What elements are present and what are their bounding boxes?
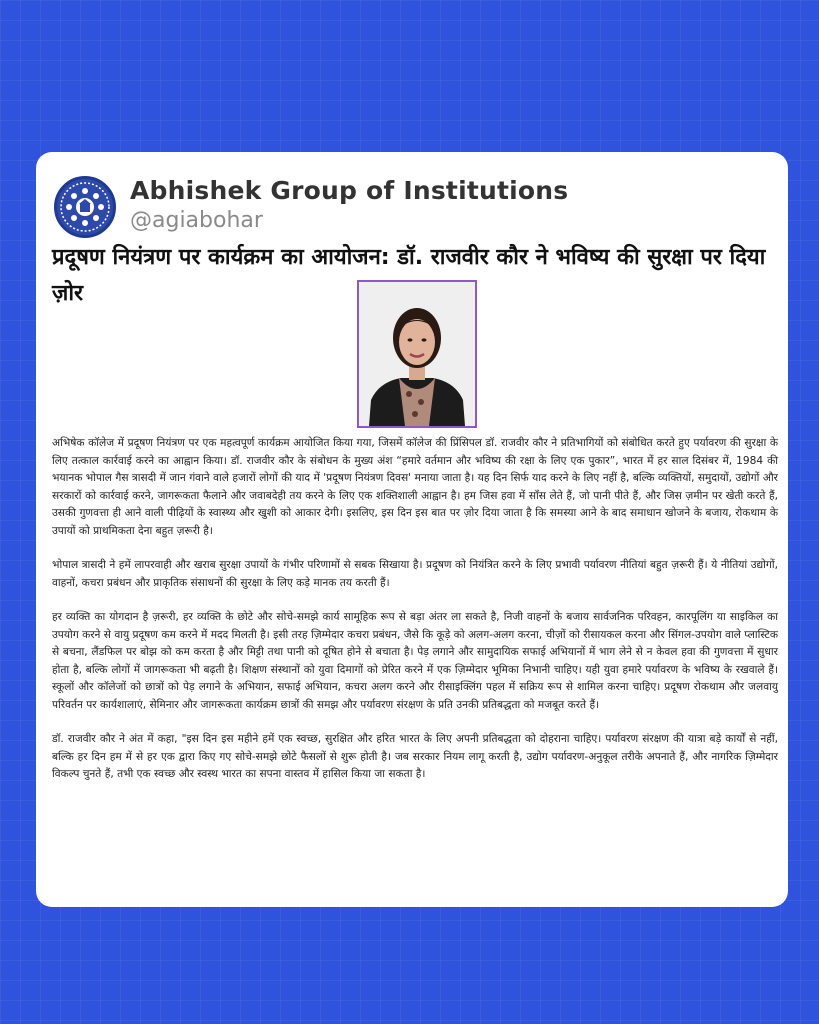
article-paragraph: हर व्यक्ति का योगदान है ज़रूरी, हर व्यक्ति के छोटे और सोचे-समझे कार्य सामूहिक रूप से बड़ा अंतर ला सकते है, निजी वाहनों के बजाय सार्वजनिक परिवहन, कारपूलिंग या साइकिल का उपयोग करने से वायु प्रदूषण कम करने में मदद मिलती है। इसी तरह ज़िम्मेदार कचरा प्रबंधन, जैसे कि कूड़े को अलग-अलग करना, चीज़ों को रीसायकल करना और सिंगल-उपयोग वाले प्लास्टिक से बचना, लैंडफिल पर बोझ को कम करता है और मिट्टी तथा पानी को दूषित होने से बचाता है। पेड़ लगाने और सामुदायिक सफाई अभियानों में भाग लेने से न केवल हवा की गुणवत्ता में सुधार होता है, बल्कि लोगों में जागरूकता भी बढ़ती है। शिक्षण संस्थानों को युवा दिमागों को प्रेरित करने में एक ज़िम्मेदार भूमिका निभानी चाहिए। यही युवा हमारे पर्यावरण के भविष्य के रखवाले हैं। स्कूलों और कॉलेजों को छात्रों को पेड़ लगाने के अभियान, सफाई अभियान, कचरा अलग करने और रीसाइक्लिंग पहल में सक्रिय रूप से शामिल करना चाहिए। प्रदूषण रोकथाम और जलवायु परिवर्तन पर कार्यशालाएं, सेमिनार और जागरूकता कार्यक्रम छात्रों की समझ और पर्यावरण संरक्षण के प्रति उनकी प्रतिबद्धता को मजबूत करते हैं। (52, 611, 778, 711)
article-paragraph: डॉ. राजवीर कौर ने अंत में कहा, "इस दिन इस महीने हमें एक स्वच्छ, सुरक्षित और हरित भारत के लिए अपनी प्रतिबद्धता को दोहराना चाहिए। पर्यावरण संरक्षण की यात्रा बड़े कार्यों से नहीं, बल्कि हर दिन हम में से हर एक द्वारा किए गए सोचे-समझे छोटे फैसलों से शुरू होती है। जब सरकार नियम लागू करती है, उद्योग पर्यावरण-अनुकूल तरीके अपनाते हैं, और नागरिक ज़िम्मेदार विकल्प चुनते हैं, तभी एक स्वच्छ और स्वस्थ भारत का सपना वास्तव में हासिल किया जा सकता है। (52, 733, 778, 780)
brand-name: Abhishek Group of Institutions (130, 176, 569, 205)
institution-seal-icon (57, 179, 113, 235)
account-handle[interactable]: @agiabohar (130, 208, 263, 233)
institution-logo-icon (54, 176, 116, 238)
article-paragraph: भोपाल त्रासदी ने हमें लापरवाही और खराब सुरक्षा उपायों के गंभीर परिणामों से सबक सिखाया है। प्रदूषण को नियंत्रित करने के लिए प्रभावी पर्यावरण नीतियां बहुत ज़रूरी हैं। ये नीतियां उद्योगों, वाहनों, कचरा प्रबंधन और प्राकृतिक संसाधनों की सुरक्षा के लिए कड़े मानक तय करती हैं। (52, 559, 778, 589)
article-body (52, 435, 778, 801)
portrait-photo (357, 280, 477, 428)
person-portrait-icon (359, 282, 475, 426)
article-headline: प्रदूषण नियंत्रण पर कार्यक्रम का आयोजन: डॉ. राजवीर कौर ने भविष्य की सुरक्षा पर दिया ज़ोर (52, 245, 766, 306)
article-paragraph: अभिषेक कॉलेज में प्रदूषण नियंत्रण पर एक महत्वपूर्ण कार्यक्रम आयोजित किया गया, जिसमें कॉलेज की प्रिंसिपल डॉ. राजवीर कौर ने प्रतिभागियों को संबोधित करते हुए पर्यावरण की सुरक्षा के लिए तत्काल कार्रवाई करने का आह्वान किया। डॉ. राजवीर कौर के संबोधन के मुख्य अंश “हमारे वर्तमान और भविष्य की रक्षा के लिए एक पुकार”, भारत में हर साल दिसंबर में, 1984 की भयानक भोपाल गैस त्रासदी में जान गंवाने वाले हजारों लोगों की याद में 'प्रदूषण नियंत्रण दिवस' मनाया जाता है। यह दिन सिर्फ याद करने के लिए नहीं है, बल्कि व्यक्तियों, समुदायों, उद्योगों और सरकारों को कार्रवाई करने, जागरूकता फैलाने और जवाबदेही तय करने के लिए एक शक्तिशाली आह्वान है। हम जिस हवा में साँस लेते हैं, जो पानी पीते हैं, और जिस ज़मीन पर खेती करते हैं, उसकी गुणवत्ता ही आने वाली पीढ़ियों के स्वास्थ्य और खुशी को आकार देगी। इसलिए, इस दिन इस बात पर ज़ोर दिया जाता है कि समस्या आने के बाद समाधान खोजने के बजाय, रोकथाम के उपायों को प्राथमिकता देना बहुत ज़रूरी है। (52, 437, 778, 537)
post-card (36, 152, 788, 907)
